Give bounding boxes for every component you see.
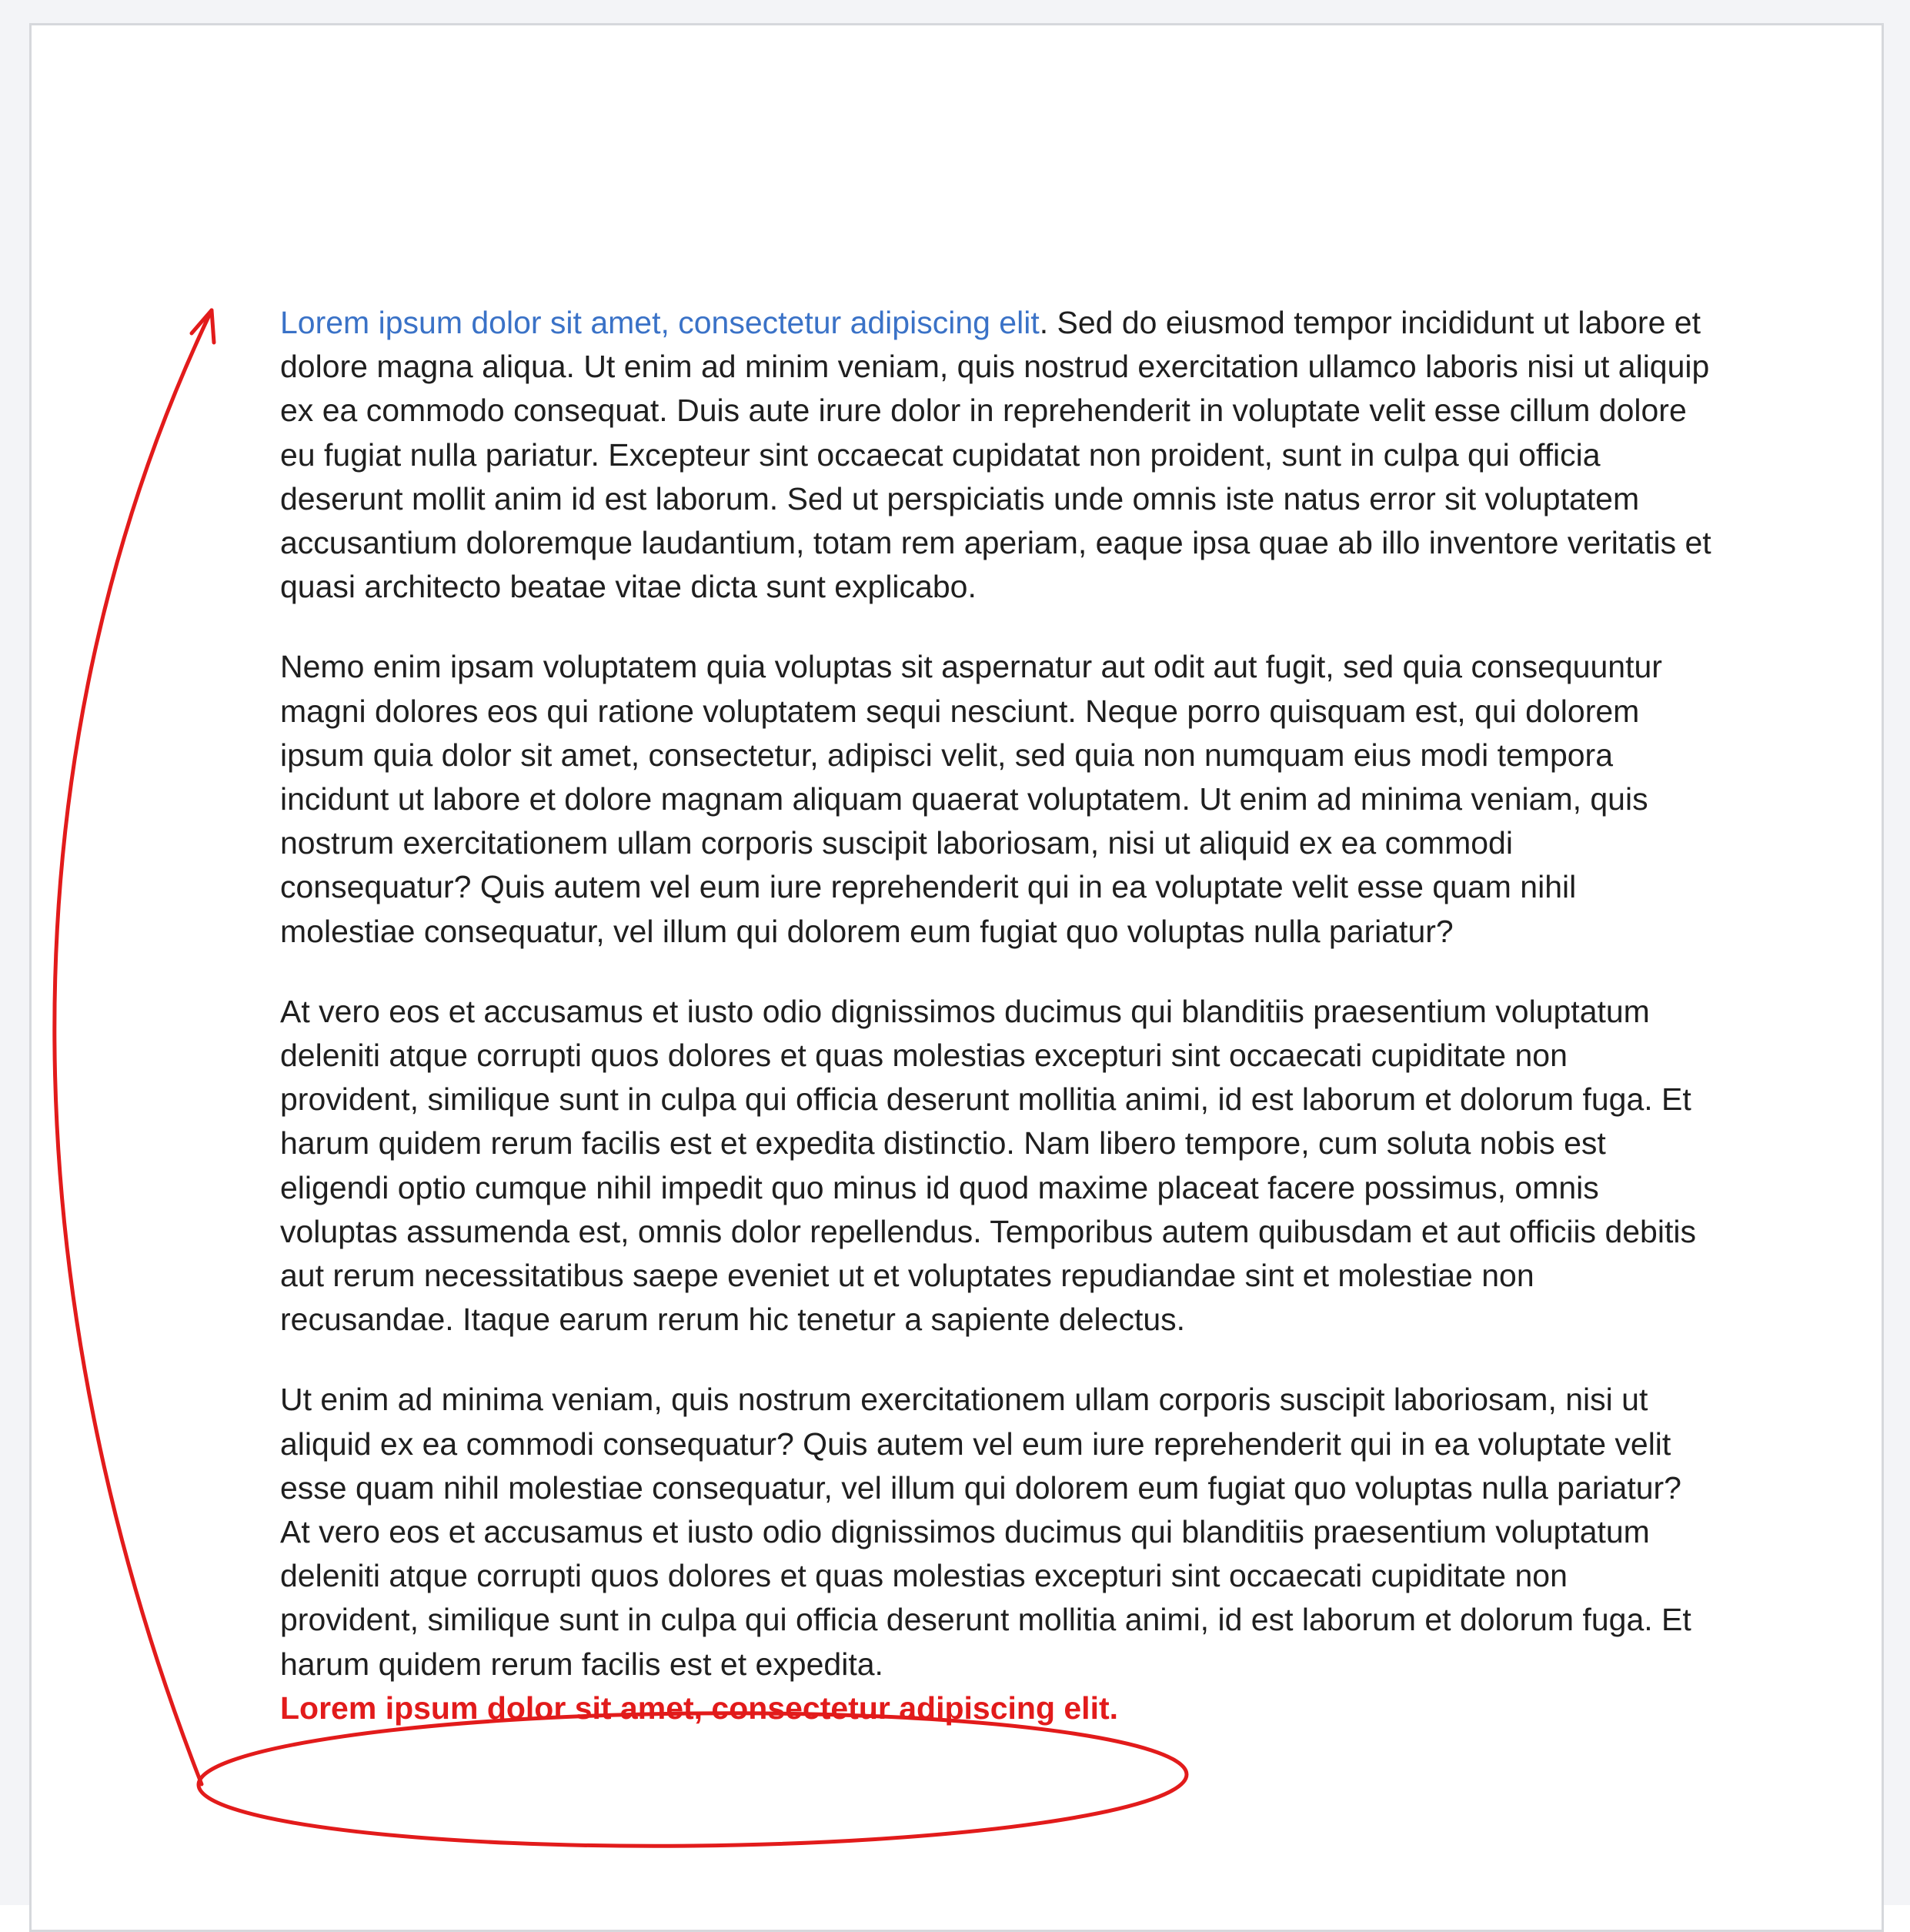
paragraph-4 bbox=[280, 1378, 1711, 1730]
paragraph-2: Nemo enim ipsam voluptatem quia voluptas sit aspernatur aut odit aut fugit, sed quia consequuntur magni dolores eos qui ratione voluptatem sequi nesciunt. Neque porro quisquam est, qui dolorem ipsum quia dolor sit amet, consectetur, adipisci velit, sed quia non numquam eius modi tempora incidunt ut labore et dolore magnam aliquam quaerat voluptatem. Ut enim ad minima veniam, quis nostrum exercitationem ullam corporis suscipit laboriosam, nisi ut aliquid ex ea commodi consequatur? Quis autem vel eum iure reprehenderit qui in ea voluptate velit esse quam nihil molestiae consequatur, vel illum qui dolorem eum fugiat quo voluptas nulla pariatur? bbox=[280, 649, 1662, 949]
paragraph-1 bbox=[280, 301, 1711, 609]
highlighted-sentence: Lorem ipsum dolor sit amet, consectetur adipiscing elit. bbox=[280, 1690, 1119, 1726]
paragraph-3: At vero eos et accusamus et iusto odio dignissimos ducimus qui blanditiis praesentium voluptatum deleniti atque corrupti quos dolores et quas molestias excepturi sint occaecati cupiditate non provident, similique sunt in culpa qui officia deserunt mollitia animi, id est laborum et dolorum fuga. Et harum quidem rerum facilis est et expedita distinctio. Nam libero tempore, cum soluta nobis est eligendi optio cumque nihil impedit quo minus id quod maxime placeat facere possimus, omnis voluptas assumenda est, omnis dolor repellendus. Temporibus autem quibusdam et aut officiis debitis aut rerum necessitatibus saepe eveniet ut et voluptates repudiandae sint et molestiae non recusandae. Itaque earum rerum hic tenetur a sapiente delectus. bbox=[280, 993, 1696, 1338]
document-page bbox=[29, 23, 1884, 1932]
document-body bbox=[280, 301, 1711, 1767]
lorem-link[interactable]: Lorem ipsum dolor sit amet, consectetur adipiscing elit bbox=[280, 305, 1040, 340]
paragraph-4-text: Ut enim ad minima veniam, quis nostrum exercitationem ullam corporis suscipit laboriosam, nisi ut aliquid ex ea commodi consequatur? Quis autem vel eum iure reprehenderit qui in ea voluptate velit esse quam nihil molestiae consequatur, vel illum qui dolorem eum fugiat quo voluptas nulla pariatur? At vero eos et accusamus et iusto odio dignissimos ducimus qui blanditiis praesentium voluptatum deleniti atque corrupti quos dolores et quas molestias excepturi sint occaecati cupiditate non provident, similique sunt in culpa qui officia deserunt mollitia animi, id est laborum et dolorum fuga. Et harum quidem rerum facilis est et expedita. bbox=[280, 1382, 1691, 1682]
paragraph-1-text: . Sed do eiusmod tempor incididunt ut labore et dolore magna aliqua. Ut enim ad minim veniam, quis nostrud exercitation ullamco laboris nisi ut aliquip ex ea commodo consequat. Duis aute irure dolor in reprehenderit in voluptate velit esse cillum dolore eu fugiat nulla pariatur. Excepteur sint occaecat cupidatat non proident, sunt in culpa qui officia deserunt mollit anim id est laborum. Sed ut perspiciatis unde omnis iste natus error sit voluptatem accusantium doloremque laudantium, totam rem aperiam, eaque ipsa quae ab illo inventore veritatis et quasi architecto beatae vitae dicta sunt explicabo. bbox=[280, 305, 1711, 605]
